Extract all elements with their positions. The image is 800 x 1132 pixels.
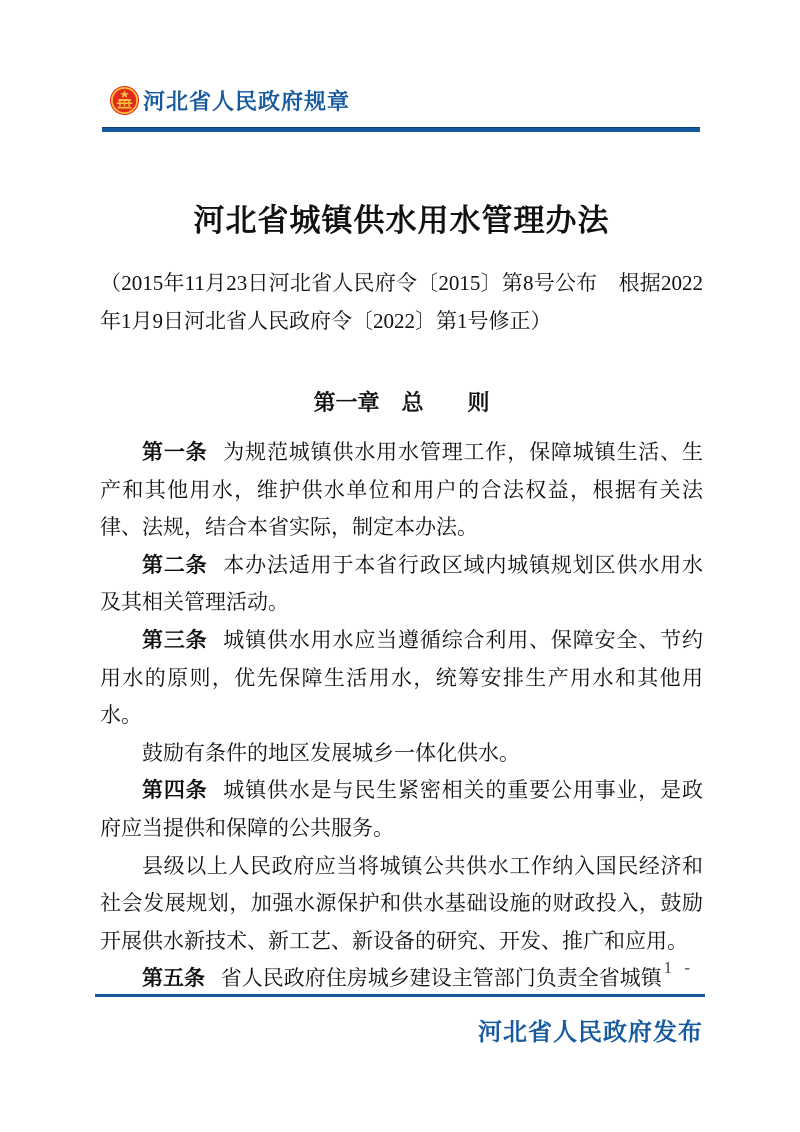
national-emblem-icon	[109, 85, 140, 116]
article-text: 城镇供水用水应当遵循综合利用、保障安全、节约用水的原则，优先保障生活用水，统筹安排生产用水和其他用水。	[100, 627, 703, 728]
article-paragraph	[100, 772, 703, 847]
document-header	[109, 85, 350, 116]
article-number: 第一条	[142, 441, 208, 464]
header-divider	[102, 127, 700, 132]
article-paragraph	[100, 735, 703, 773]
article-text: 省人民政府住房城乡建设主管部门负责全省城镇	[220, 966, 662, 991]
article-text: 县级以上人民政府应当将城镇公共供水工作纳入国民经济和社会发展规划，加强水源保护和供水基础设施的财政投入，鼓励开展供水新技术、新工艺、新设备的研究、开发、推广和应用。	[100, 853, 703, 953]
article-text: 本办法适用于本省行政区域内城镇规划区供水用水及其相关管理活动。	[100, 552, 703, 615]
article-text: 城镇供水是与民生紧密相关的重要公用事业，是政府应当提供和保障的公共服务。	[100, 778, 703, 840]
document-preamble: （2015年11月23日河北省人民府令〔2015〕第8号公布 根据2022年1月9日河北省人民政府令〔2022〕第1号修正）	[100, 271, 703, 333]
article-paragraph	[100, 960, 703, 998]
page-number: - 1 -	[645, 958, 694, 977]
article-number: 第五条	[142, 967, 205, 991]
document-body	[100, 196, 703, 998]
articles-section	[100, 434, 703, 998]
page-title: 河北省城镇供水用水管理办法	[193, 203, 610, 238]
article-number: 第四条	[142, 779, 208, 803]
footer-divider	[95, 994, 705, 997]
article-paragraph	[100, 622, 703, 735]
footer-publisher: 河北省人民政府发布	[478, 1019, 703, 1046]
article-paragraph	[100, 547, 703, 622]
chapter-heading: 第一章 总 则	[313, 390, 490, 415]
article-number: 第三条	[142, 628, 208, 652]
header-banner-title: 河北省人民政府规章	[143, 89, 351, 114]
article-paragraph	[100, 848, 703, 961]
article-number: 第二条	[142, 553, 208, 577]
article-text: 鼓励有条件的地区发展城乡一体化供水。	[142, 740, 520, 765]
article-text: 为规范城镇供水用水管理工作，保障城镇生活、生产和其他用水，维护供水单位和用户的合法权益，根据有关法律、法规，结合本省实际，制定本办法。	[100, 440, 703, 540]
article-paragraph	[100, 434, 703, 547]
